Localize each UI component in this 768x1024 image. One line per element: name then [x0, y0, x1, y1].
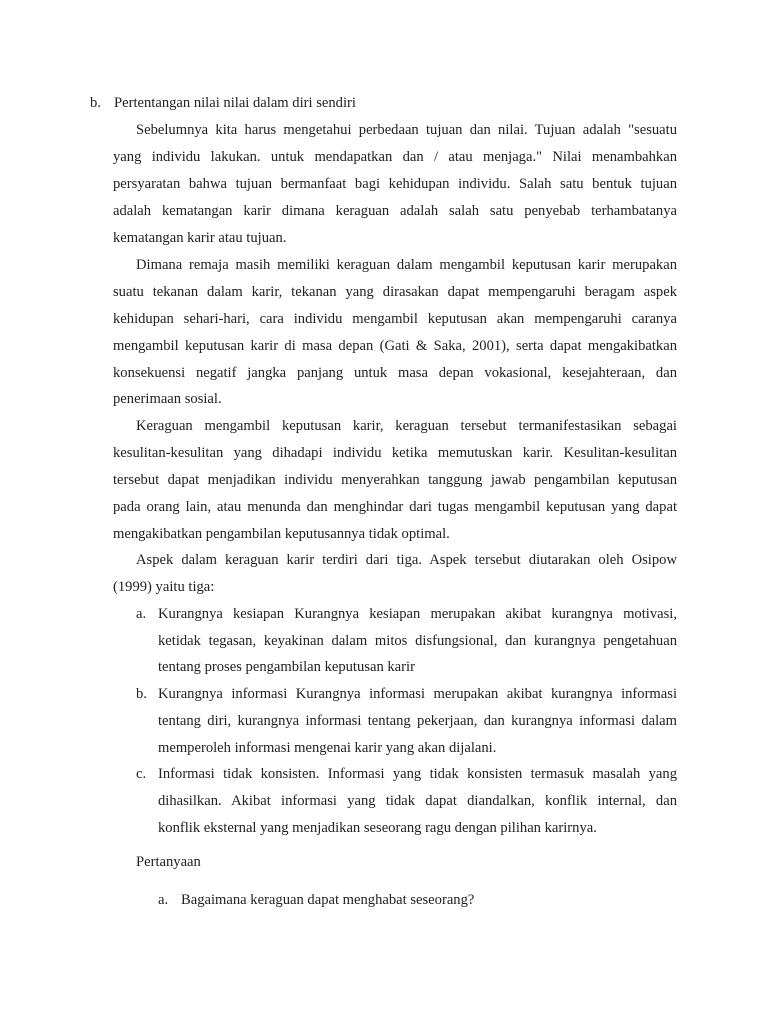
list-item-line: Kurangnya kesiapan Kurangnya kesiapan merupakan akibat kurangnya motivasi, [158, 606, 677, 622]
paragraph-line: pada orang lain, atau menunda dan menghindar dari tugas mengambil keputusan yang dapat [113, 499, 677, 515]
paragraph-line: Sebelumnya kita harus mengetahui perbedaan tujuan dan nilai. Tujuan adalah "sesuatu [136, 122, 677, 138]
list-item-line: konflik eksternal yang menjadikan seseorang ragu dengan pilihan karirnya. [158, 820, 597, 836]
questions-heading: Pertanyaan [136, 854, 201, 870]
list-marker: b. [136, 686, 147, 702]
paragraph-line: yang individu lakukan. untuk mendapatkan dan / atau menjaga." Nilai menambahkan [113, 149, 677, 165]
list-item-line: ketidak tegasan, keyakinan dalam mitos disfungsional, dan kurangnya pengetahuan [158, 633, 677, 649]
question-text: Bagaimana keraguan dapat menghabat seseorang? [181, 892, 475, 908]
list-item-line: tentang proses pengambilan keputusan karir [158, 659, 415, 675]
paragraph-line: mengakibatkan pengambilan keputusannya tidak optimal. [113, 526, 450, 542]
section-marker: b. [90, 95, 101, 111]
list-marker: a. [136, 606, 147, 622]
paragraph-line: penerimaan sosial. [113, 391, 222, 407]
list-item-line: memperoleh informasi mengenai karir yang akan dijalani. [158, 740, 497, 756]
paragraph-line: Dimana remaja masih memiliki keraguan dalam mengambil keputusan karir merupakan [136, 257, 677, 273]
paragraph-line: Keraguan mengambil keputusan karir, keraguan tersebut termanifestasikan sebagai [136, 418, 677, 434]
list-item-line: Informasi tidak konsisten. Informasi yang tidak konsisten termasuk masalah yang [158, 766, 677, 782]
section-heading: Pertentangan nilai nilai dalam diri sendiri [114, 95, 356, 111]
question-marker: a. [158, 892, 169, 908]
paragraph-line: kematangan karir atau tujuan. [113, 230, 287, 246]
list-item-line: dihasilkan. Akibat informasi yang tidak dapat diandalkan, konflik internal, dan [158, 793, 677, 809]
paragraph-line: Aspek dalam keraguan karir terdiri dari tiga. Aspek tersebut diutarakan oleh Osipow [136, 552, 677, 568]
paragraph-line: tersebut dapat menjadikan individu menyerahkan tanggung jawab pengambilan keputusan [113, 472, 677, 488]
paragraph-line: adalah kematangan karir dimana keraguan adalah salah satu penyebab terhambatanya [113, 203, 677, 219]
paragraph-line: kesulitan-kesulitan yang dihadapi individu ketika memutuskan karir. Kesulitan-kesulitan [113, 445, 677, 461]
paragraph-line: konsekuensi negatif jangka panjang untuk masa depan vokasional, kesejahteraan, dan [113, 365, 677, 381]
list-marker: c. [136, 766, 147, 782]
list-item-line: Kurangnya informasi Kurangnya informasi merupakan akibat kurangnya informasi [158, 686, 677, 702]
paragraph-line: suatu tekanan dalam karir, tekanan yang dirasakan dapat mempengaruhi beragam aspek [113, 284, 677, 300]
paragraph-line: kehidupan sehari-hari, cara individu mengambil keputusan akan mempengaruhi caranya [113, 311, 677, 327]
paragraph-line: (1999) yaitu tiga: [113, 579, 215, 595]
list-item-line: tentang diri, kurangnya informasi tentang pekerjaan, dan kurangnya informasi dalam [158, 713, 677, 729]
paragraph-line: mengambil keputusan karir di masa depan (Gati & Saka, 2001), serta dapat mengakibatkan [113, 338, 677, 354]
paragraph-line: persyaratan bahwa tujuan bermanfaat bagi kehidupan individu. Salah satu bentuk tujuan [113, 176, 677, 192]
